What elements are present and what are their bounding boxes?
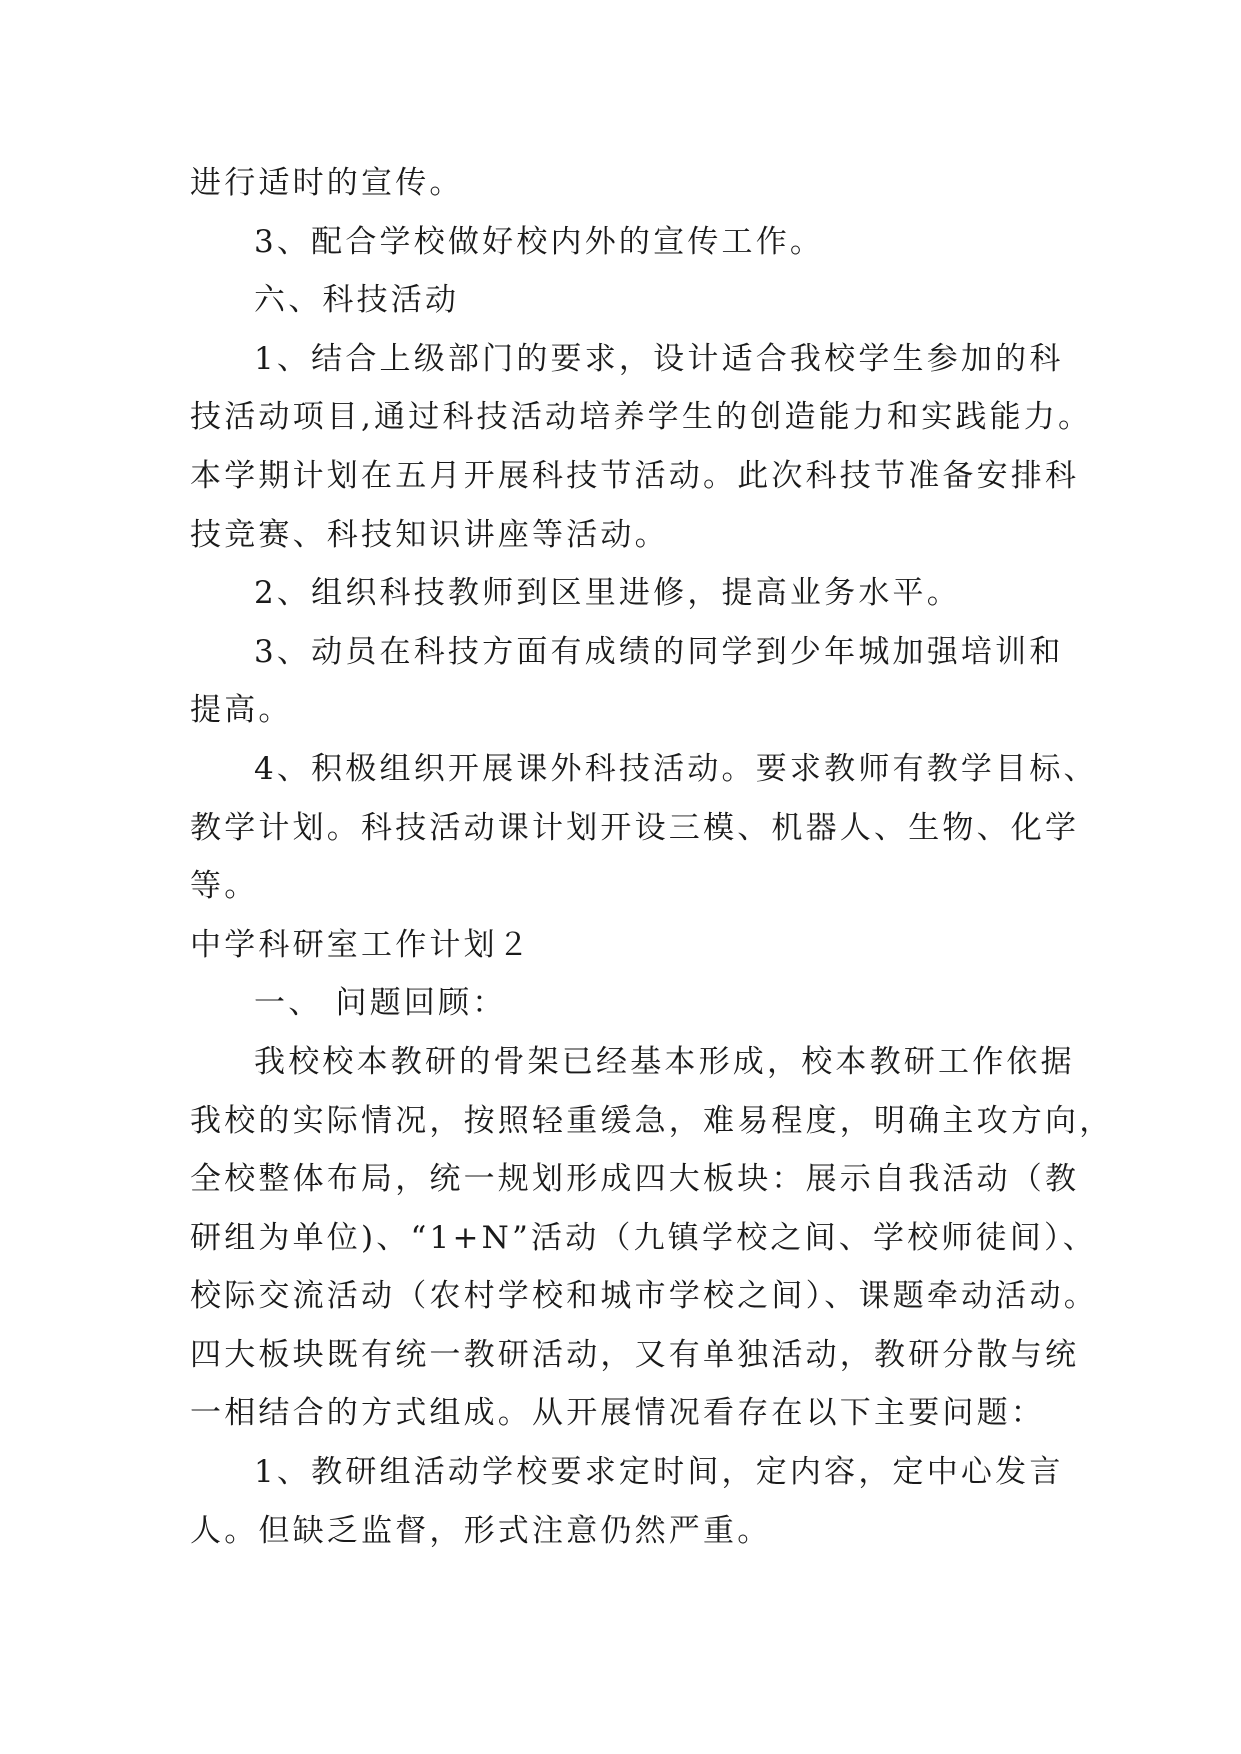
paragraph-line: 提高。 xyxy=(190,692,293,729)
paragraph-line: 教学计划。科技活动课计划开设三模、机器人、生物、化学 xyxy=(190,809,1080,846)
paragraph-line: 我校校本教研的骨架已经基本形成，校本教研工作依据 xyxy=(254,1043,1075,1080)
paragraph-line: 等。 xyxy=(190,868,259,905)
paragraph-line: 技活动项目,通过科技活动培养学生的创造能力和实践能力。 xyxy=(190,399,1093,436)
paragraph-line: 技竞赛、科技知识讲座等活动。 xyxy=(190,516,669,553)
list-item-line: 3、动员在科技方面有成绩的同学到少年城加强培训和 xyxy=(254,633,1064,670)
paragraph-line: 人。但缺乏监督，形式注意仍然严重。 xyxy=(190,1512,772,1549)
paragraph-line: 校际交流活动（农村学校和城市学校之间）、课题牵动活动。 xyxy=(190,1278,1098,1315)
list-item-line: 1、教研组活动学校要求定时间，定内容，定中心发言 xyxy=(254,1454,1064,1491)
document-body xyxy=(190,154,1114,1560)
document-title: 中学科研室工作计划２ xyxy=(190,926,532,963)
paragraph-line: 一相结合的方式组成。从开展情况看存在以下主要问题： xyxy=(190,1395,1045,1432)
paragraph-line: 研组为单位)、“1+N”活动（九镇学校之间、学校师徒间）、 xyxy=(190,1219,1097,1256)
paragraph-line: 本学期计划在五月开展科技节活动。此次科技节准备安排科 xyxy=(190,457,1080,494)
list-item-line: 1、结合上级部门的要求，设计适合我校学生参加的科 xyxy=(254,340,1064,377)
section-heading: 一、 问题回顾： xyxy=(254,985,507,1022)
paragraph-line: 我校的实际情况，按照轻重缓急，难易程度，明确主攻方向， xyxy=(190,1102,1114,1139)
list-item-line: 3、配合学校做好校内外的宣传工作。 xyxy=(254,223,825,260)
paragraph-line: 四大板块既有统一教研活动，又有单独活动，教研分散与统 xyxy=(190,1336,1080,1373)
list-item-line: 4、积极组织开展课外科技活动。要求教师有教学目标、 xyxy=(254,750,1098,787)
paragraph-line: 全校整体布局，统一规划形成四大板块：展示自我活动（教 xyxy=(190,1161,1080,1198)
paragraph-line: 进行适时的宣传。 xyxy=(190,165,464,201)
list-item-line: 2、组织科技教师到区里进修，提高业务水平。 xyxy=(254,575,961,612)
section-heading: 六、科技活动 xyxy=(254,282,460,319)
